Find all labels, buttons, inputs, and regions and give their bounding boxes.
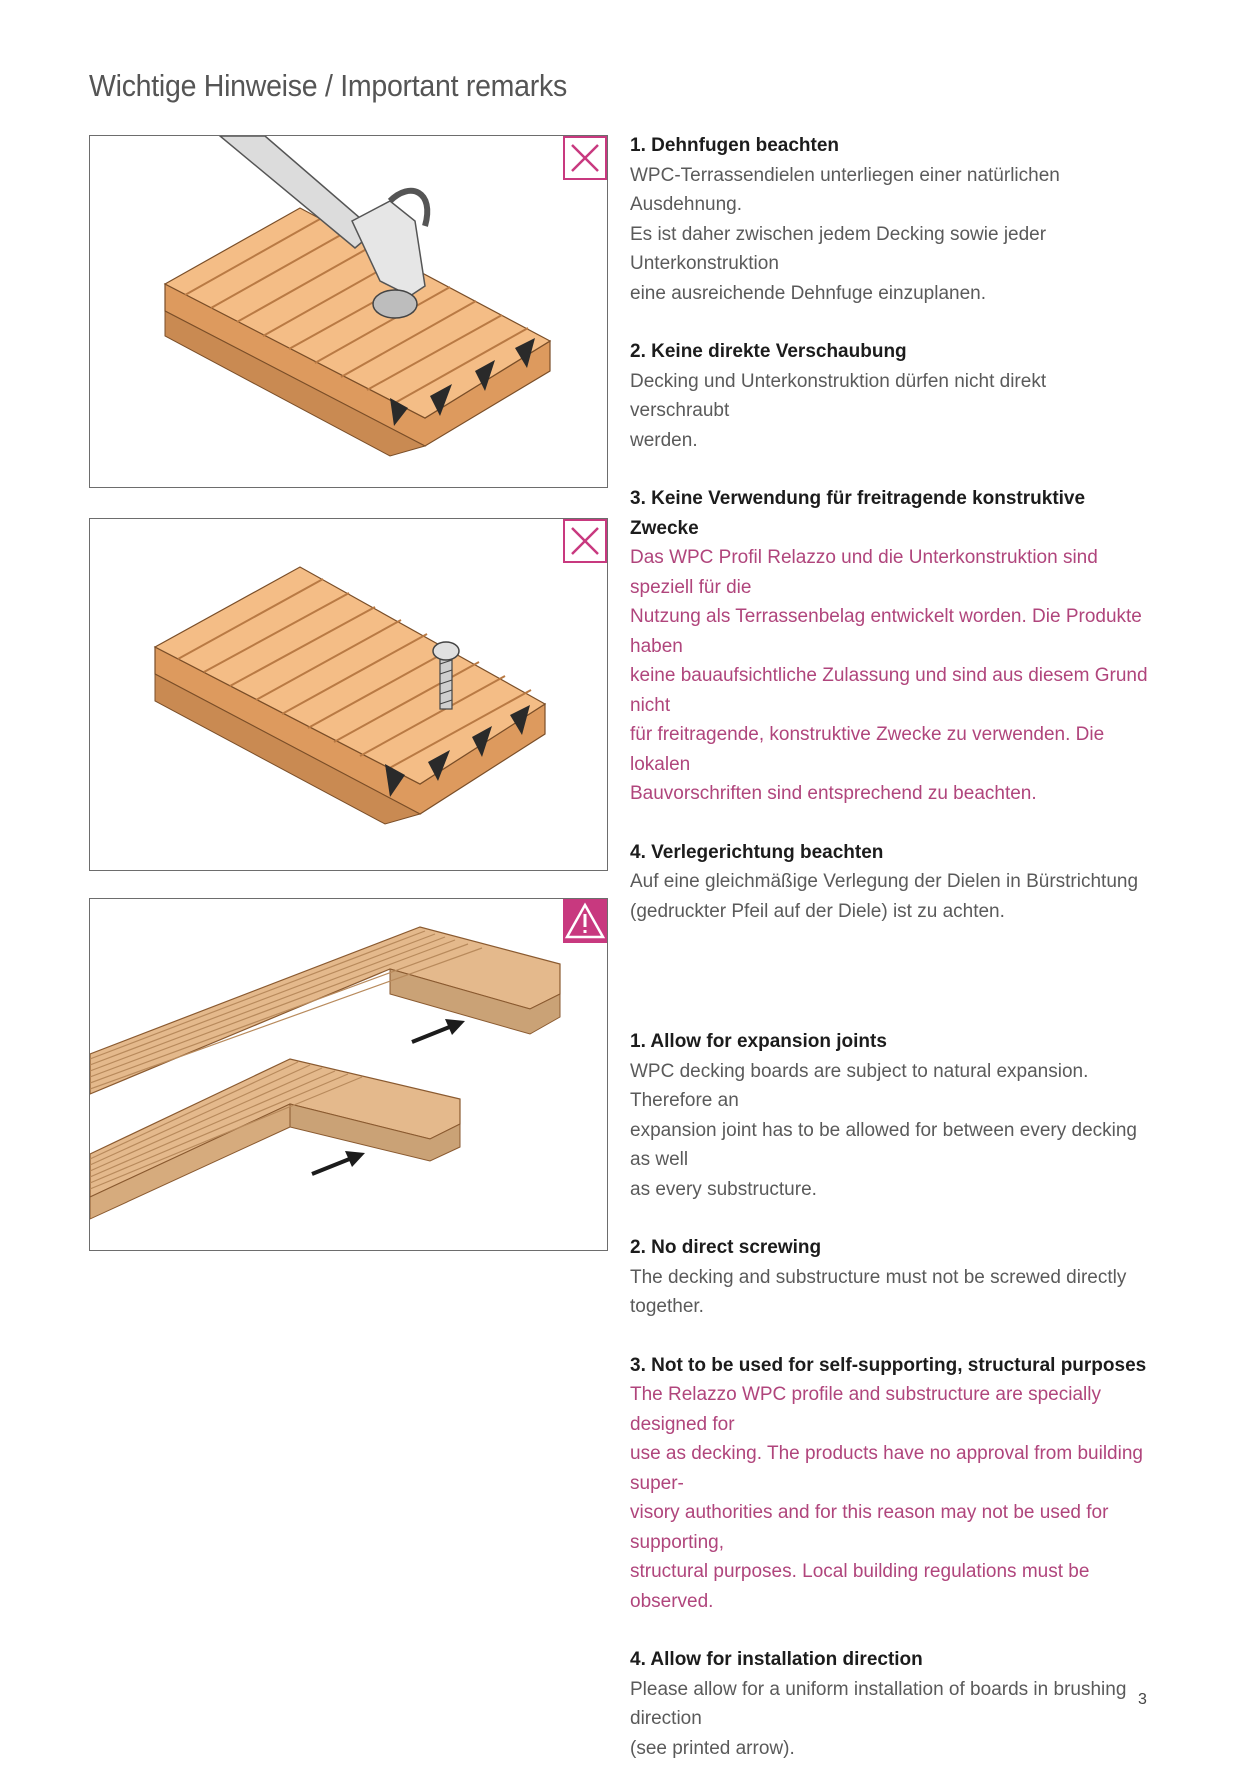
text-column [630,131,1150,1792]
section-heading: 1. Allow for expansion joints [630,1031,887,1052]
section-en-2 [630,1233,1150,1322]
cross-icon [563,136,607,180]
section-heading: 3. Not to be used for self-supporting, structural purposes [630,1354,1147,1376]
section-text: WPC-Terrassendielen unterliegen einer natürlichen Ausdehnung. Es ist daher zwischen jedem Decking sowie jeder Unterkonstruktion eine ausreichende Dehnfuge einzuplanen. [630,164,1060,304]
cross-icon [563,519,607,563]
section-heading: 4. Allow for installation direction [630,1649,923,1670]
section-heading: 1. Dehnfugen beachten [630,135,840,156]
direction-arrow-icon [312,1151,365,1174]
section-heading: 2. Keine direkte Verschaubung [630,341,907,362]
section-en-4 [630,1645,1150,1763]
section-text: Auf eine gleichmäßige Verlegung der Dielen in Bürstrichtung (gedruckter Pfeil auf der Diele) ist zu achten. [630,871,1139,922]
warning-icon [563,899,607,943]
section-de-3 [630,484,1150,809]
figure-hammer-on-decking [89,135,608,488]
direction-arrow-icon [412,1019,465,1042]
section-text-highlight: The Relazzo WPC profile and substructure are specially designed for use as decking. The products have no approval from building super- visory authorities and for this reason may not be used for supporting, structural purposes. Local building regulations must be observed. [630,1384,1143,1612]
section-text: WPC decking boards are subject to natural expansion. Therefore an expansion joint has to be allowed for between every decking as well as every substructure. [630,1060,1137,1200]
page-number: 3 [1138,1691,1147,1708]
page-title: Wichtige Hinweise / Important remarks [89,68,567,103]
section-en-1 [630,1027,1150,1204]
section-text: The decking and substructure must not be screwed directly together. [630,1266,1127,1317]
section-en-3 [630,1351,1150,1617]
section-heading: 4. Verlegerichtung beachten [630,841,884,863]
language-separator [630,955,1150,1027]
figure-installation-direction [89,898,608,1251]
section-de-1 [630,131,1150,308]
section-text: Decking und Unterkonstruktion dürfen nicht direkt verschraubt werden. [630,370,1047,451]
section-text-highlight: Das WPC Profil Relazzo und die Unterkonstruktion sind speziell für die Nutzung als Terrassenbelag entwickelt worden. Die Produkte haben keine bauaufsichtliche Zulassung und sind aus diesem Grund nicht für freitragende, konstruktive Zwecke zu verwenden. Die lokalen Bauvorschriften sind entsprechend zu beachten. [630,547,1148,804]
figure-screw-in-decking [89,518,608,871]
section-heading: 3. Keine Verwendung für freitragende konstruktive Zwecke [630,488,1086,539]
section-de-4 [630,838,1150,927]
section-text: Please allow for a uniform installation of boards in brushing direction (see printed arrow). [630,1678,1127,1759]
section-heading: 2. No direct screwing [630,1237,822,1258]
section-de-2 [630,337,1150,455]
